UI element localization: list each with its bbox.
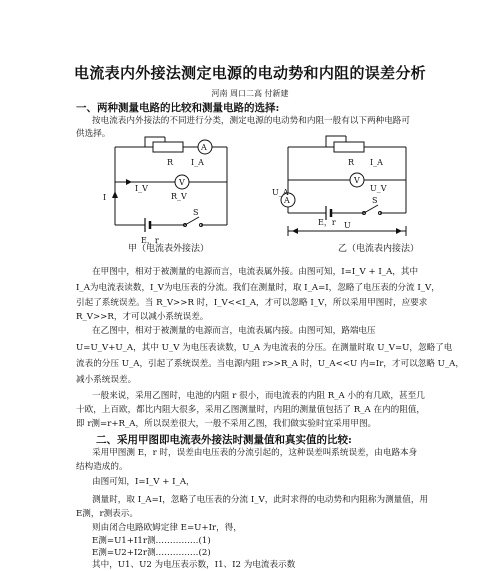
label-ia: I_A [370,158,383,167]
label-r: R [348,158,355,167]
para3-line2: 十欧，上百欧，都比内阻大很多，采用乙图测量时，内阻的测量值包括了 R_A 在内的阻值， [76,405,426,415]
intro-line-1: 按电流表内外接法的不同进行分类，测定电源的电动势和内阻一般有以下两种电路可 [92,116,410,126]
para1-line1: 在甲图中，相对于被测量的电源而言，电流表属外接。由图可知，I=I_V + I_A，其中 [92,267,419,277]
label-ammeter: A [201,143,207,152]
rheostat-resistor [334,142,364,152]
equation-2: E测=U2+I2r测……………(2) [92,548,211,558]
label-s: S [193,208,199,217]
label-e: E，r [141,236,159,245]
caption-a: 甲（电流表外接法） [128,244,210,254]
document-title: 电流表内外接法测定电源的电动势和内阻的误差分析 [74,64,426,82]
caption-b: 乙（电流表内接法） [338,244,420,254]
section2-heading: 二、采用甲图即电流表外接法时测量值和真实值的比较: [96,434,352,446]
label-voltmeter: V [179,178,185,187]
circuit-diagram-a [95,135,235,245]
intro-line-2: 供选择。 [76,129,111,139]
para2-line4: 减小系统误差。 [76,375,137,385]
tail-line: 其中，U1、U2 为电压表示数，I1、I2 为电流表示数 [92,560,296,570]
label-voltmeter: V [354,176,360,185]
measure-line1: 测量时，取 I_A=I，忽略了电压表的分流 I_V，此时求得的电动势和内阻称为测量值，用 [92,495,429,505]
label-r: R [167,158,174,167]
label-i: I [103,193,107,202]
rheostat-resistor [153,142,183,152]
section2-line1: 采用甲图测 E，r 时，误差由电压表的分流引起的，这种误差叫系统误差，由电路本身 [92,448,418,458]
label-ua: U_A [272,188,289,197]
label-iv: I_V [135,184,148,193]
para2-line2: U=U_V+U_A，其中 U_V 为电压表读数，U_A 为电流表的分压。在测量时取 U_V=U，忽略了电 [76,343,453,353]
label-ammeter: A [284,196,290,205]
para1-line2: I_A为电流表读数，I_V为电压表的分流。我们在测量时，取 I_A=I，忽略了电压表的分流 I_V， [76,283,440,293]
para2-line3: 流表的分压 U_A，引起了系统误差。当电源内阻 r>>R_A 时，U_A<<U 内=Ir，才可以忽略 U_A， [76,359,464,369]
equation-1: E测=U1+I1r测……………(1) [92,536,211,546]
label-rv: R_V [171,192,187,201]
label-u: U [344,221,351,230]
label-uv: U_V [370,184,387,193]
para3-line3: 即 r测=r+R_A，所以误差很大，一般不采用乙图，我们做实验时宜采用甲图。 [76,419,377,429]
author-line: 河南 周口二高 付新建 [211,89,289,98]
formula-line: 由图可知，I=I_V + I_A， [92,477,195,487]
label-ia: I_A [191,158,204,167]
label-e: E，r [318,218,336,227]
section2-line2: 结构造成的。 [76,462,128,472]
para1-line3: 引起了系统误差。当 R_V>>R 时，I_V<<I_A，才可以忽略 I_V，所以采用甲图时，应要求 [76,298,428,308]
label-s: S [372,196,378,205]
circuit-diagram-b [272,133,414,245]
measure-line2: E测，r测表示。 [76,509,138,519]
section1-heading: 一、两种测量电路的比较和测量电路的选择: [76,102,280,114]
para1-line4: R_V>>R，才可以减小系统误差。 [76,312,209,322]
para2-line1: 在乙图中，相对于被测量的电源而言，电流表属内接。由图可知，路端电压 [92,326,376,336]
para3-line1: 一般来说，采用乙图时，电池的内阻 r 很小，而电流表的内阻 R_A 小的有几欧，甚至几 [92,391,425,401]
law-line: 则由闭合电路欧姆定律 E=U+Ir，得， [92,523,242,533]
